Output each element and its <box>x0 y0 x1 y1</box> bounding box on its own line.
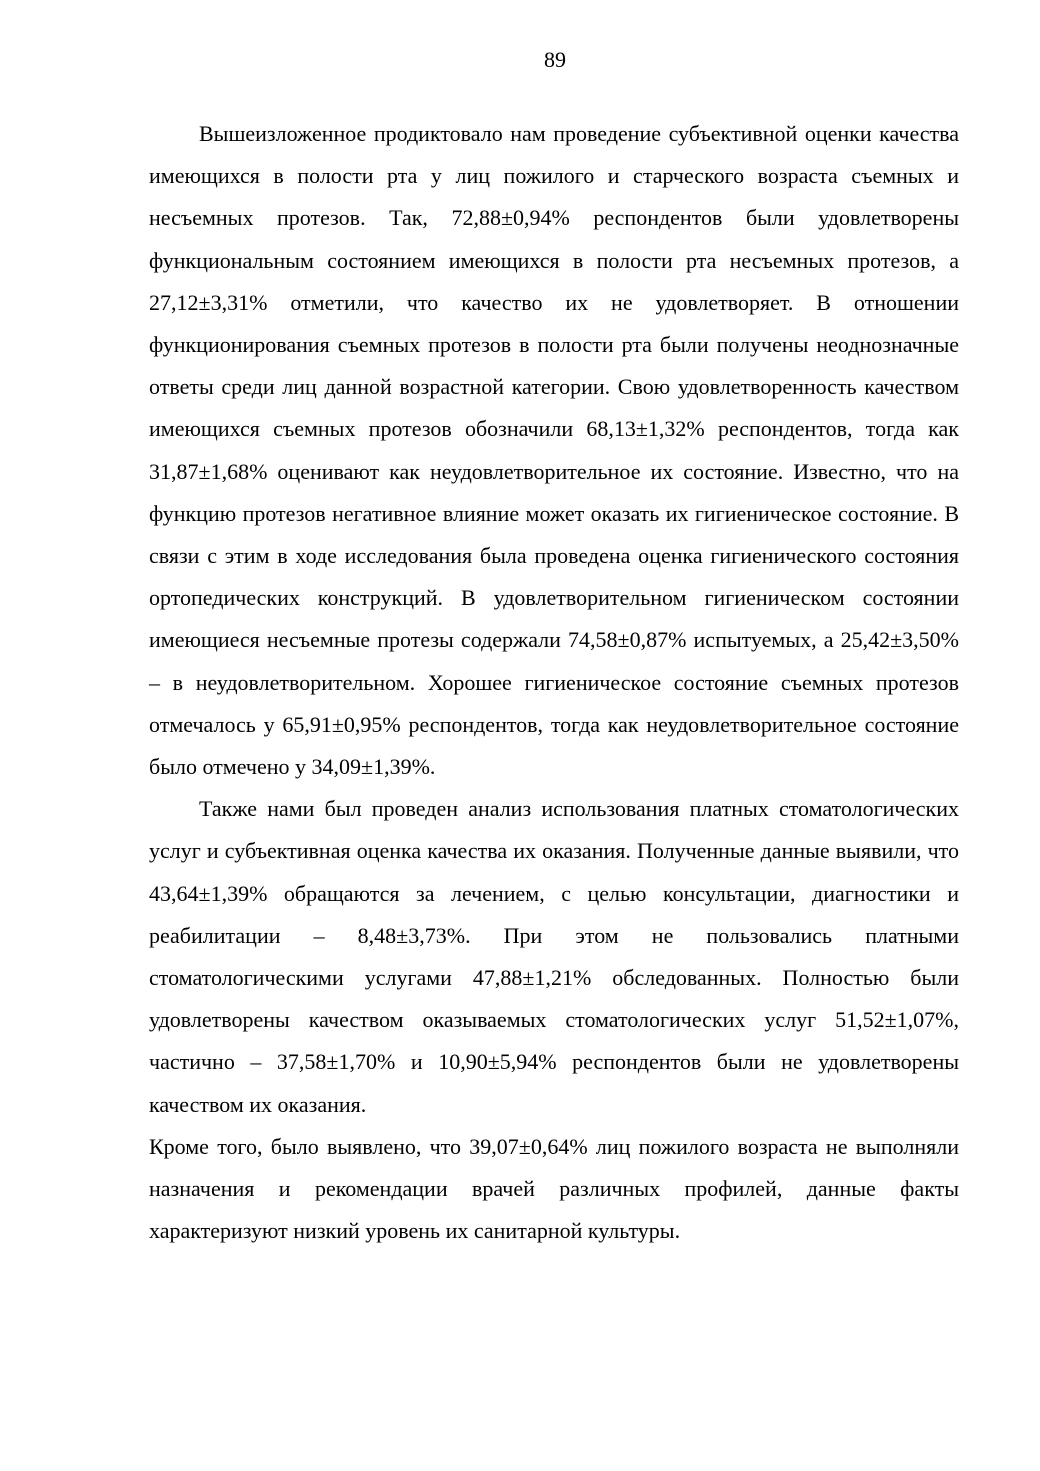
paragraph: Кроме того, было выявлено, что 39,07±0,64% лиц пожилого возраста не выполняли назначения и рекомендации врачей различных профилей, данные факты характеризуют низкий уровень их санитарной культуры. <box>149 1133 959 1244</box>
document-body <box>149 113 959 1252</box>
paragraph: Также нами был проведен анализ использования платных стоматологических услуг и субъективная оценка качества их оказания. Полученные данные выявили, что 43,64±1,39% обращаются за лечением, с целью консультации, диагностики и реабилитации – 8,48±3,73%. При этом не пользовались платными стоматологическими услугами 47,88±1,21% обследованных. Полностью были удовлетворены качеством оказываемых стоматологических услуг 51,52±1,07%, частично – 37,58±1,70% и 10,90±5,94% респондентов были не удовлетворены качеством их оказания. <box>149 796 959 1117</box>
page-number: 89 <box>544 47 566 72</box>
paragraph: Вышеизложенное продиктовало нам проведение субъективной оценки качества имеющихся в полости рта у лиц пожилого и старческого возраста съемных и несъемных протезов. Так, 72,88±0,94% респондентов были удовлетворены функциональным состоянием имеющихся в полости рта несъемных протезов, а 27,12±3,31% отметили, что качество их не удовлетворяет. В отношении функционирования съемных протезов в полости рта были получены неоднозначные ответы среди лиц данной возрастной категории. Свою удовлетворенность качеством имеющихся съемных протезов обозначили 68,13±1,32% респондентов, тогда как 31,87±1,68% оценивают как неудовлетворительное их состояние. Известно, что на функцию протезов негативное влияние может оказать их гигиеническое состояние. В связи с этим в ходе исследования была проведена оценка гигиенического состояния ортопедических конструкций. В удовлетворительном гигиеническом состоянии имеющиеся несъемные протезы содержали 74,58±0,87% испытуемых, а 25,42±3,50% – в неудовлетворительном. Хорошее гигиеническое состояние съемных протезов отмечалось у 65,91±0,95% респондентов, тогда как неудовлетворительное состояние было отмечено у 34,09±1,39%. <box>149 121 959 780</box>
